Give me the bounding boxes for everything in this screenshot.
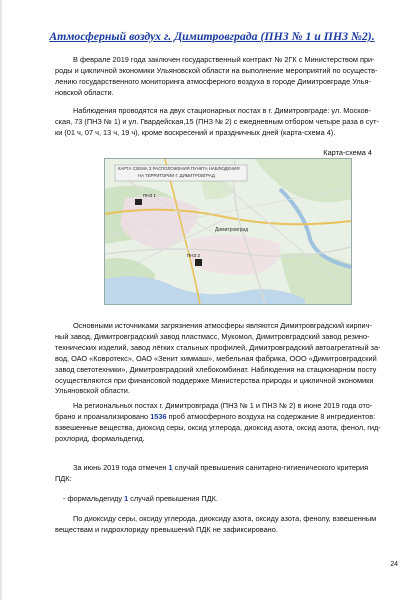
text-fragment: За июнь 2019 года отмечен — [73, 463, 169, 472]
text-line — [55, 494, 377, 505]
text-line — [55, 412, 377, 423]
map-header-line2: НА ТЕРРИТОРИИ Г. ДИМИТРОВГРАД — [138, 173, 215, 178]
text-line: вод, ОАО «Ковротекс», ОАО «Зенит химмаш», мебельная фабрика, ООО «Димитровградский — [55, 353, 377, 363]
text-fragment: брано и проанализировано — [55, 411, 151, 421]
page-title: Атмосферный воздух г. Димитровграда (ПНЗ № 1 и ПНЗ №2). — [49, 29, 375, 43]
text-fragment: проб атмосферного воздуха на содержание 8 ингредиентов: — [166, 411, 376, 421]
paragraph-sources — [55, 321, 381, 397]
paragraph-samples — [55, 401, 381, 445]
text-line: осуществляются при финансовой поддержке Министерства природы и цикличной экономики — [55, 375, 374, 385]
text-line: завод светотехники», Димитровградский хлебокомбинат. Наблюдения на стационарном посту — [55, 364, 377, 374]
text-fragment: случай превышения ПДК. — [128, 494, 218, 503]
text-line: лению государственного мониторинга атмосферного воздуха в городе Димитровграде Улья- — [55, 76, 371, 86]
paragraph-contract — [55, 55, 377, 99]
text-fragment: - формальдегиду — [63, 494, 125, 503]
text-line: На региональных постах г. Димитровграда (ПНЗ № 1 и ПНЗ № 2) в июне 2019 года ото- — [73, 401, 373, 410]
text-line: Наблюдения проводятся на двух стационарных постах в г. Димитровграде: ул. Москов- — [73, 106, 371, 115]
formaldehyde-count: 1 — [124, 494, 129, 503]
paragraph-observations — [55, 106, 377, 139]
text-line: ки (01 ч, 07 ч, 13 ч, 19 ч), кроме воскресений и праздничных дней (карта-схема 4). — [55, 127, 336, 137]
text-line: ская, 73 (ПНЗ № 1) и ул. Гвардейская,15 (ПНЗ № 2) с ежедневным отбором четыре раза в сут- — [55, 116, 379, 126]
text-line: ный завод, Димитровградский завод пластмасс, Мукомол, Димитровградский завод резино- — [55, 331, 370, 341]
page-edge — [0, 0, 2, 600]
text-line: Ульяновской области. — [55, 386, 130, 396]
text-line: Основными источниками загрязнения атмосферы являются Димитровградский кирпич- — [73, 321, 372, 330]
text-fragment: случай превышения санитарно-гигиенического критерия — [172, 463, 369, 472]
text-line — [55, 463, 377, 474]
text-line: ПДК: — [55, 473, 72, 483]
paragraph-no-exceedance — [55, 514, 377, 536]
text-line: рохлорид, формальдегид. — [55, 433, 145, 443]
text-line: По диоксиду серы, оксиду углерода, диоксиду азота, оксиду азота, фенолу, взвешенным — [73, 514, 377, 523]
exceedance-count: 1 — [168, 463, 173, 472]
map-city-label: Димитровград — [215, 227, 249, 233]
map-header-line1: КАРТА СХЕМА З РАСПОЛОЖЕНИЯ ПУНКТА НАБЛЮДЕНИЯ — [118, 166, 240, 171]
map-post2-label: ПНЗ 2 — [187, 253, 200, 258]
sample-count: 1536 — [150, 411, 167, 421]
map-post1-label: ПНЗ 1 — [143, 193, 156, 198]
map-caption: Карта-схема 4 — [323, 148, 372, 157]
text-line: веществам и гидрохлориду превышений ПДК не зафиксировано. — [55, 524, 278, 534]
bullet-formaldehyde — [55, 494, 377, 505]
text-line: роды и цикличной экономики Ульяновской области на выполнение мероприятий по осуществ- — [55, 65, 378, 75]
paragraph-exceedance — [55, 463, 377, 485]
text-line: взвешенные вещества, диоксид серы, оксид углерода, диоксид азота, оксид азота, фенол, гид- — [55, 422, 381, 432]
page-number: 24 — [390, 561, 398, 568]
text-line: В феврале 2019 года заключен государственный контракт № 2ГК с Министерством при- — [73, 55, 375, 64]
text-line: новской области. — [55, 87, 114, 97]
text-line: технических изделий, завод лёгких стальных профилей, Димитровградский автоагрегатный за- — [55, 342, 381, 352]
location-map — [104, 158, 352, 305]
